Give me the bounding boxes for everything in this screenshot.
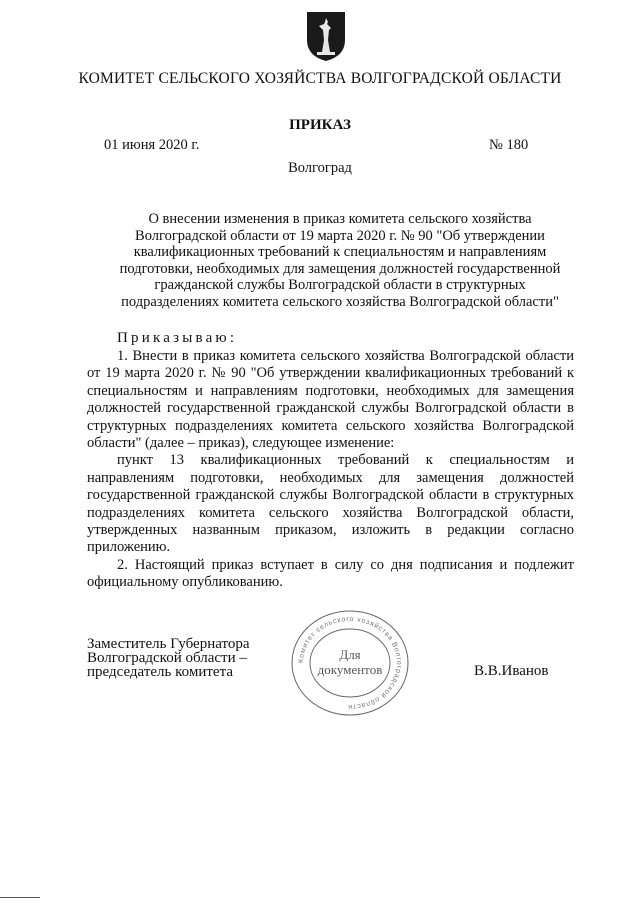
stamp-ring-text: Комитет сельского хозяйства Волгоградской области bbox=[297, 615, 403, 711]
signer-name: В.В.Иванов bbox=[474, 663, 549, 679]
document-number: № 180 bbox=[489, 137, 529, 153]
signer-position-line: Волгоградской области – bbox=[87, 650, 247, 666]
signer-position-line: председатель комитета bbox=[87, 664, 233, 680]
document-date: 01 июня 2020 г. bbox=[104, 137, 200, 153]
document-city: Волгоград bbox=[288, 160, 352, 176]
paragraph-2: 2. Настоящий приказ вступает в силу со дня подписания и подлежит официальному опубликованию. bbox=[87, 556, 574, 591]
organization-name: КОМИТЕТ СЕЛЬСКОГО ХОЗЯЙСТВА ВОЛГОГРАДСКОЙ ОБЛАСТИ bbox=[78, 70, 562, 87]
document-subject: О внесении изменения в приказ комитета сельского хозяйства Волгоградской области от 19 марта 2020 г. № 90 "Об утверждении квалификационных требований к специальностям и направлениям подготовки, необходимых для замещения должностей государственной гражданской службы Волгоградской области в структурных подразделениях комитета сельского хозяйства Волгоградской области" bbox=[119, 211, 561, 310]
signer-position bbox=[87, 637, 250, 679]
paragraph-1: 1. Внести в приказ комитета сельского хозяйства Волгоградской области от 19 марта 2020 г. № 90 "Об утверждении квалификационных требований к специальностям и направлениям подготовки, необходимых для замещения должностей государственной гражданской службы Волгоградской области в структурных подразделениях комитета сельского хозяйства Волгоградской области" (далее – приказ), следующее изменение: bbox=[87, 348, 574, 452]
order-word: Приказываю: bbox=[117, 330, 238, 346]
stamp-line-1: Для bbox=[339, 647, 361, 662]
document-type: ПРИКАЗ bbox=[289, 117, 351, 133]
stamp-line-2: документов bbox=[317, 662, 383, 677]
signer-position-line: Заместитель Губернатора bbox=[87, 636, 250, 652]
document-body bbox=[87, 348, 574, 592]
paragraph-1-sub: пункт 13 квалификационных требований к специальностям и направлениям подготовки, необходимых для замещения должностей государственной гражданской службы Волгоградской области в структурных подразделениях комитета сельского хозяйства Волгоградской области, утвержденных названным приказом, изложить в редакции согласно приложению. bbox=[87, 452, 574, 556]
coat-of-arms-emblem bbox=[305, 10, 347, 62]
footer-divider bbox=[0, 897, 40, 898]
official-stamp bbox=[287, 608, 413, 718]
